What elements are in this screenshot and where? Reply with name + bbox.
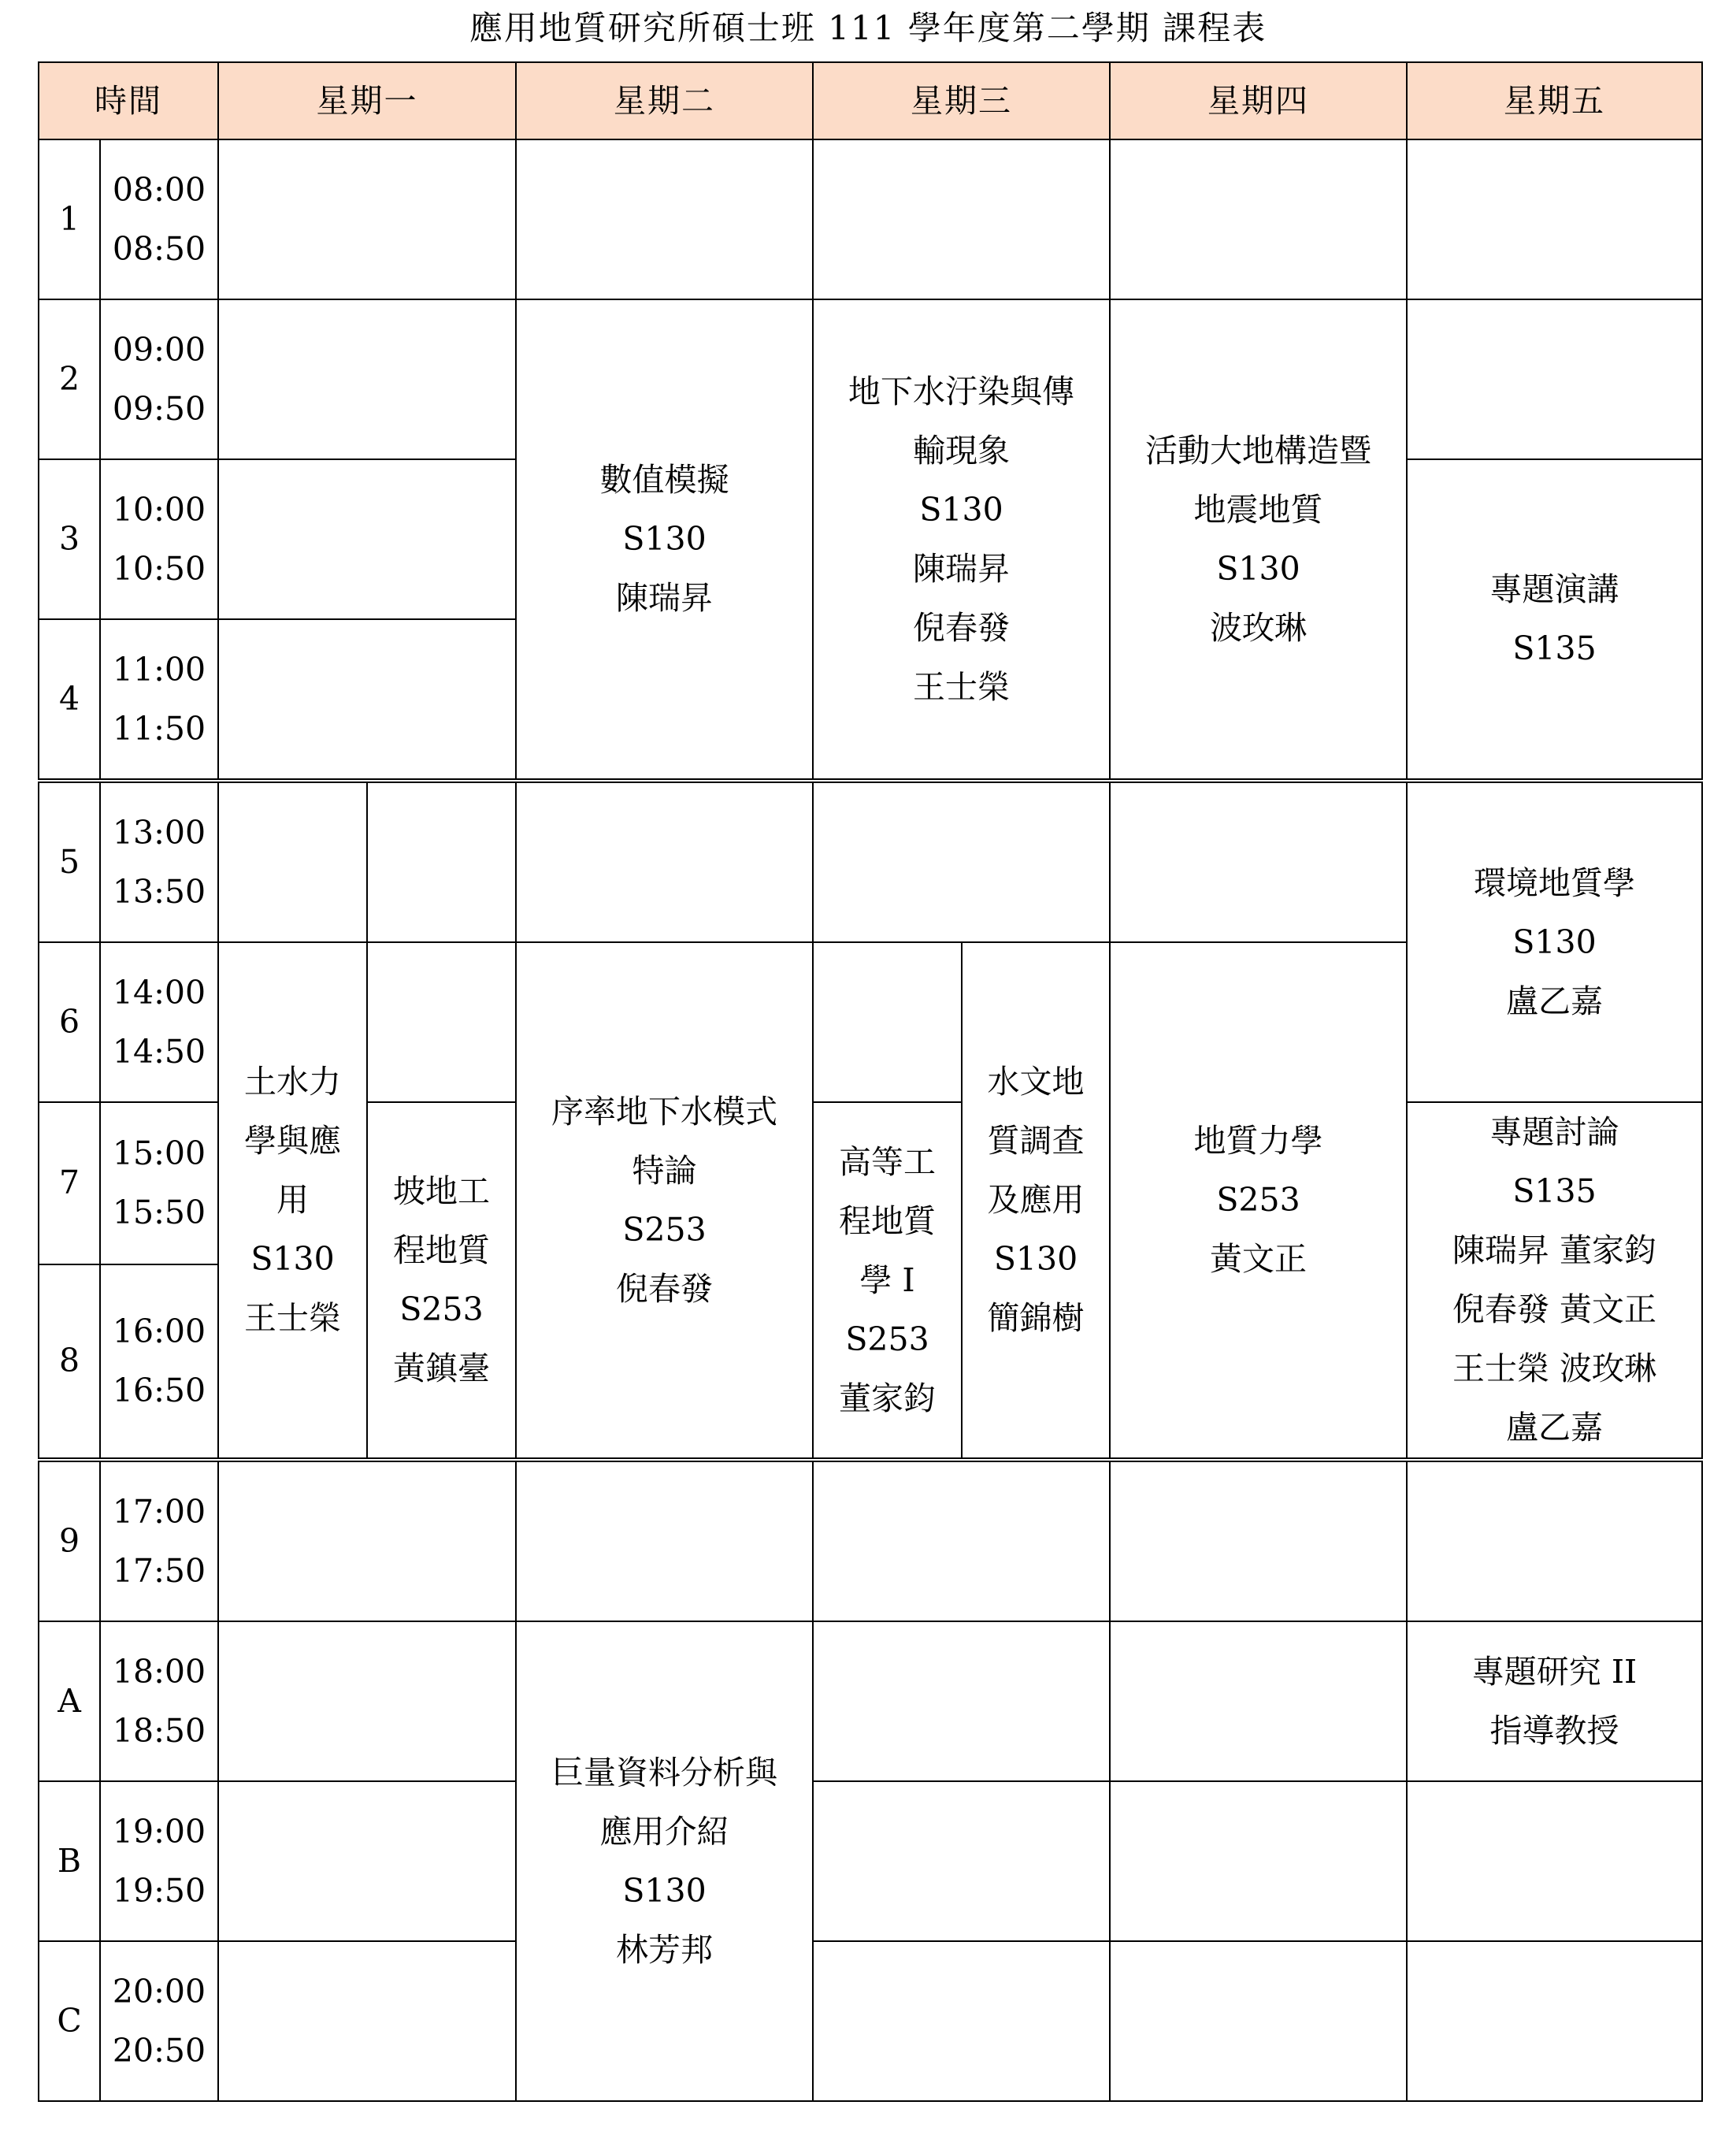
empty-slot	[218, 459, 516, 619]
period-time: 18:00 18:50	[100, 1621, 218, 1781]
empty-slot	[218, 1781, 516, 1941]
empty-slot	[218, 781, 367, 942]
empty-slot	[218, 1941, 516, 2101]
course-slope-engineering-geology: 坡地工 程地質 S253 黃鎮臺	[367, 1102, 516, 1460]
header-friday: 星期五	[1407, 62, 1702, 139]
header-row	[39, 62, 1702, 139]
period-time: 08:00 08:50	[100, 139, 218, 299]
period-time: 19:00 19:50	[100, 1781, 218, 1941]
page-title: 應用地質研究所碩士班 111 學年度第二學期 課程表	[469, 9, 1267, 47]
period-number: 3	[39, 459, 100, 619]
empty-slot	[516, 781, 813, 942]
course-stochastic-groundwater: 序率地下水模式 特論 S253 倪春發	[516, 942, 813, 1460]
period-row	[39, 299, 1702, 459]
course-advanced-engineering-geology: 高等工 程地質 學 I S253 董家鈞	[813, 1102, 962, 1460]
empty-slot	[1407, 1781, 1702, 1941]
period-row	[39, 1781, 1702, 1941]
empty-slot	[1110, 1941, 1407, 2101]
period-number: B	[39, 1781, 100, 1941]
period-row	[39, 1941, 1702, 2101]
empty-slot	[218, 1621, 516, 1781]
empty-slot	[1407, 299, 1702, 459]
empty-slot	[367, 781, 516, 942]
period-number: 2	[39, 299, 100, 459]
period-number: 5	[39, 781, 100, 942]
empty-slot	[813, 1621, 1110, 1781]
period-time: 13:00 13:50	[100, 781, 218, 942]
empty-slot	[813, 942, 962, 1102]
course-thesis-research: 專題研究 II 指導教授	[1407, 1621, 1702, 1781]
empty-slot	[813, 1781, 1110, 1941]
period-number: A	[39, 1621, 100, 1781]
header-thursday: 星期四	[1110, 62, 1407, 139]
empty-slot	[1110, 1781, 1407, 1941]
schedule-table	[38, 61, 1703, 2102]
course-seminar-lecture: 專題演講 S135	[1407, 459, 1702, 781]
course-active-tectonics: 活動大地構造暨 地震地質 S130 波玫琳	[1110, 299, 1407, 781]
empty-slot	[218, 299, 516, 459]
empty-slot	[1407, 1941, 1702, 2101]
period-number: 7	[39, 1102, 100, 1264]
period-number: 6	[39, 942, 100, 1102]
period-number: 1	[39, 139, 100, 299]
course-seminar-discussion: 專題討論 S135 陳瑞昇 董家鈞 倪春發 黃文正 王士榮 波玫琳 盧乙嘉	[1407, 1102, 1702, 1460]
period-time: 10:00 10:50	[100, 459, 218, 619]
empty-slot	[516, 1460, 813, 1621]
period-time: 20:00 20:50	[100, 1941, 218, 2101]
empty-slot	[218, 619, 516, 781]
course-soil-water-mechanics: 土水力 學與應 用 S130 王士榮	[218, 942, 367, 1460]
period-number: 4	[39, 619, 100, 781]
empty-slot	[1110, 781, 1407, 942]
empty-slot	[516, 139, 813, 299]
empty-slot	[1110, 139, 1407, 299]
empty-slot	[1110, 1621, 1407, 1781]
course-numerical-simulation: 數值模擬 S130 陳瑞昇	[516, 299, 813, 781]
period-row	[39, 1621, 1702, 1781]
period-number: C	[39, 1941, 100, 2101]
header-monday: 星期一	[218, 62, 516, 139]
header-wednesday: 星期三	[813, 62, 1110, 139]
course-big-data-analysis: 巨量資料分析與 應用介紹 S130 林芳邦	[516, 1621, 813, 2101]
period-time: 11:00 11:50	[100, 619, 218, 781]
empty-slot	[1110, 1460, 1407, 1621]
empty-slot	[813, 1460, 1110, 1621]
period-number: 8	[39, 1264, 100, 1460]
empty-slot	[813, 139, 1110, 299]
period-time: 14:00 14:50	[100, 942, 218, 1102]
period-row	[39, 1460, 1702, 1621]
period-time: 16:00 16:50	[100, 1264, 218, 1460]
period-time: 15:00 15:50	[100, 1102, 218, 1264]
empty-slot	[218, 139, 516, 299]
empty-slot	[813, 1941, 1110, 2101]
empty-slot	[1407, 1460, 1702, 1621]
period-number: 9	[39, 1460, 100, 1621]
course-groundwater-contamination: 地下水汙染與傳 輸現象 S130 陳瑞昇 倪春發 王士榮	[813, 299, 1110, 781]
empty-slot	[813, 781, 1110, 942]
empty-slot	[367, 942, 516, 1102]
period-row	[39, 139, 1702, 299]
course-hydrogeology-survey: 水文地 質調查 及應用 S130 簡錦樹	[962, 942, 1110, 1460]
period-time: 09:00 09:50	[100, 299, 218, 459]
empty-slot	[218, 1460, 516, 1621]
course-geomechanics: 地質力學 S253 黃文正	[1110, 942, 1407, 1460]
period-row	[39, 781, 1702, 942]
empty-slot	[1407, 139, 1702, 299]
period-time: 17:00 17:50	[100, 1460, 218, 1621]
header-time: 時間	[39, 62, 218, 139]
header-tuesday: 星期二	[516, 62, 813, 139]
course-environmental-geology: 環境地質學 S130 盧乙嘉	[1407, 781, 1702, 1102]
